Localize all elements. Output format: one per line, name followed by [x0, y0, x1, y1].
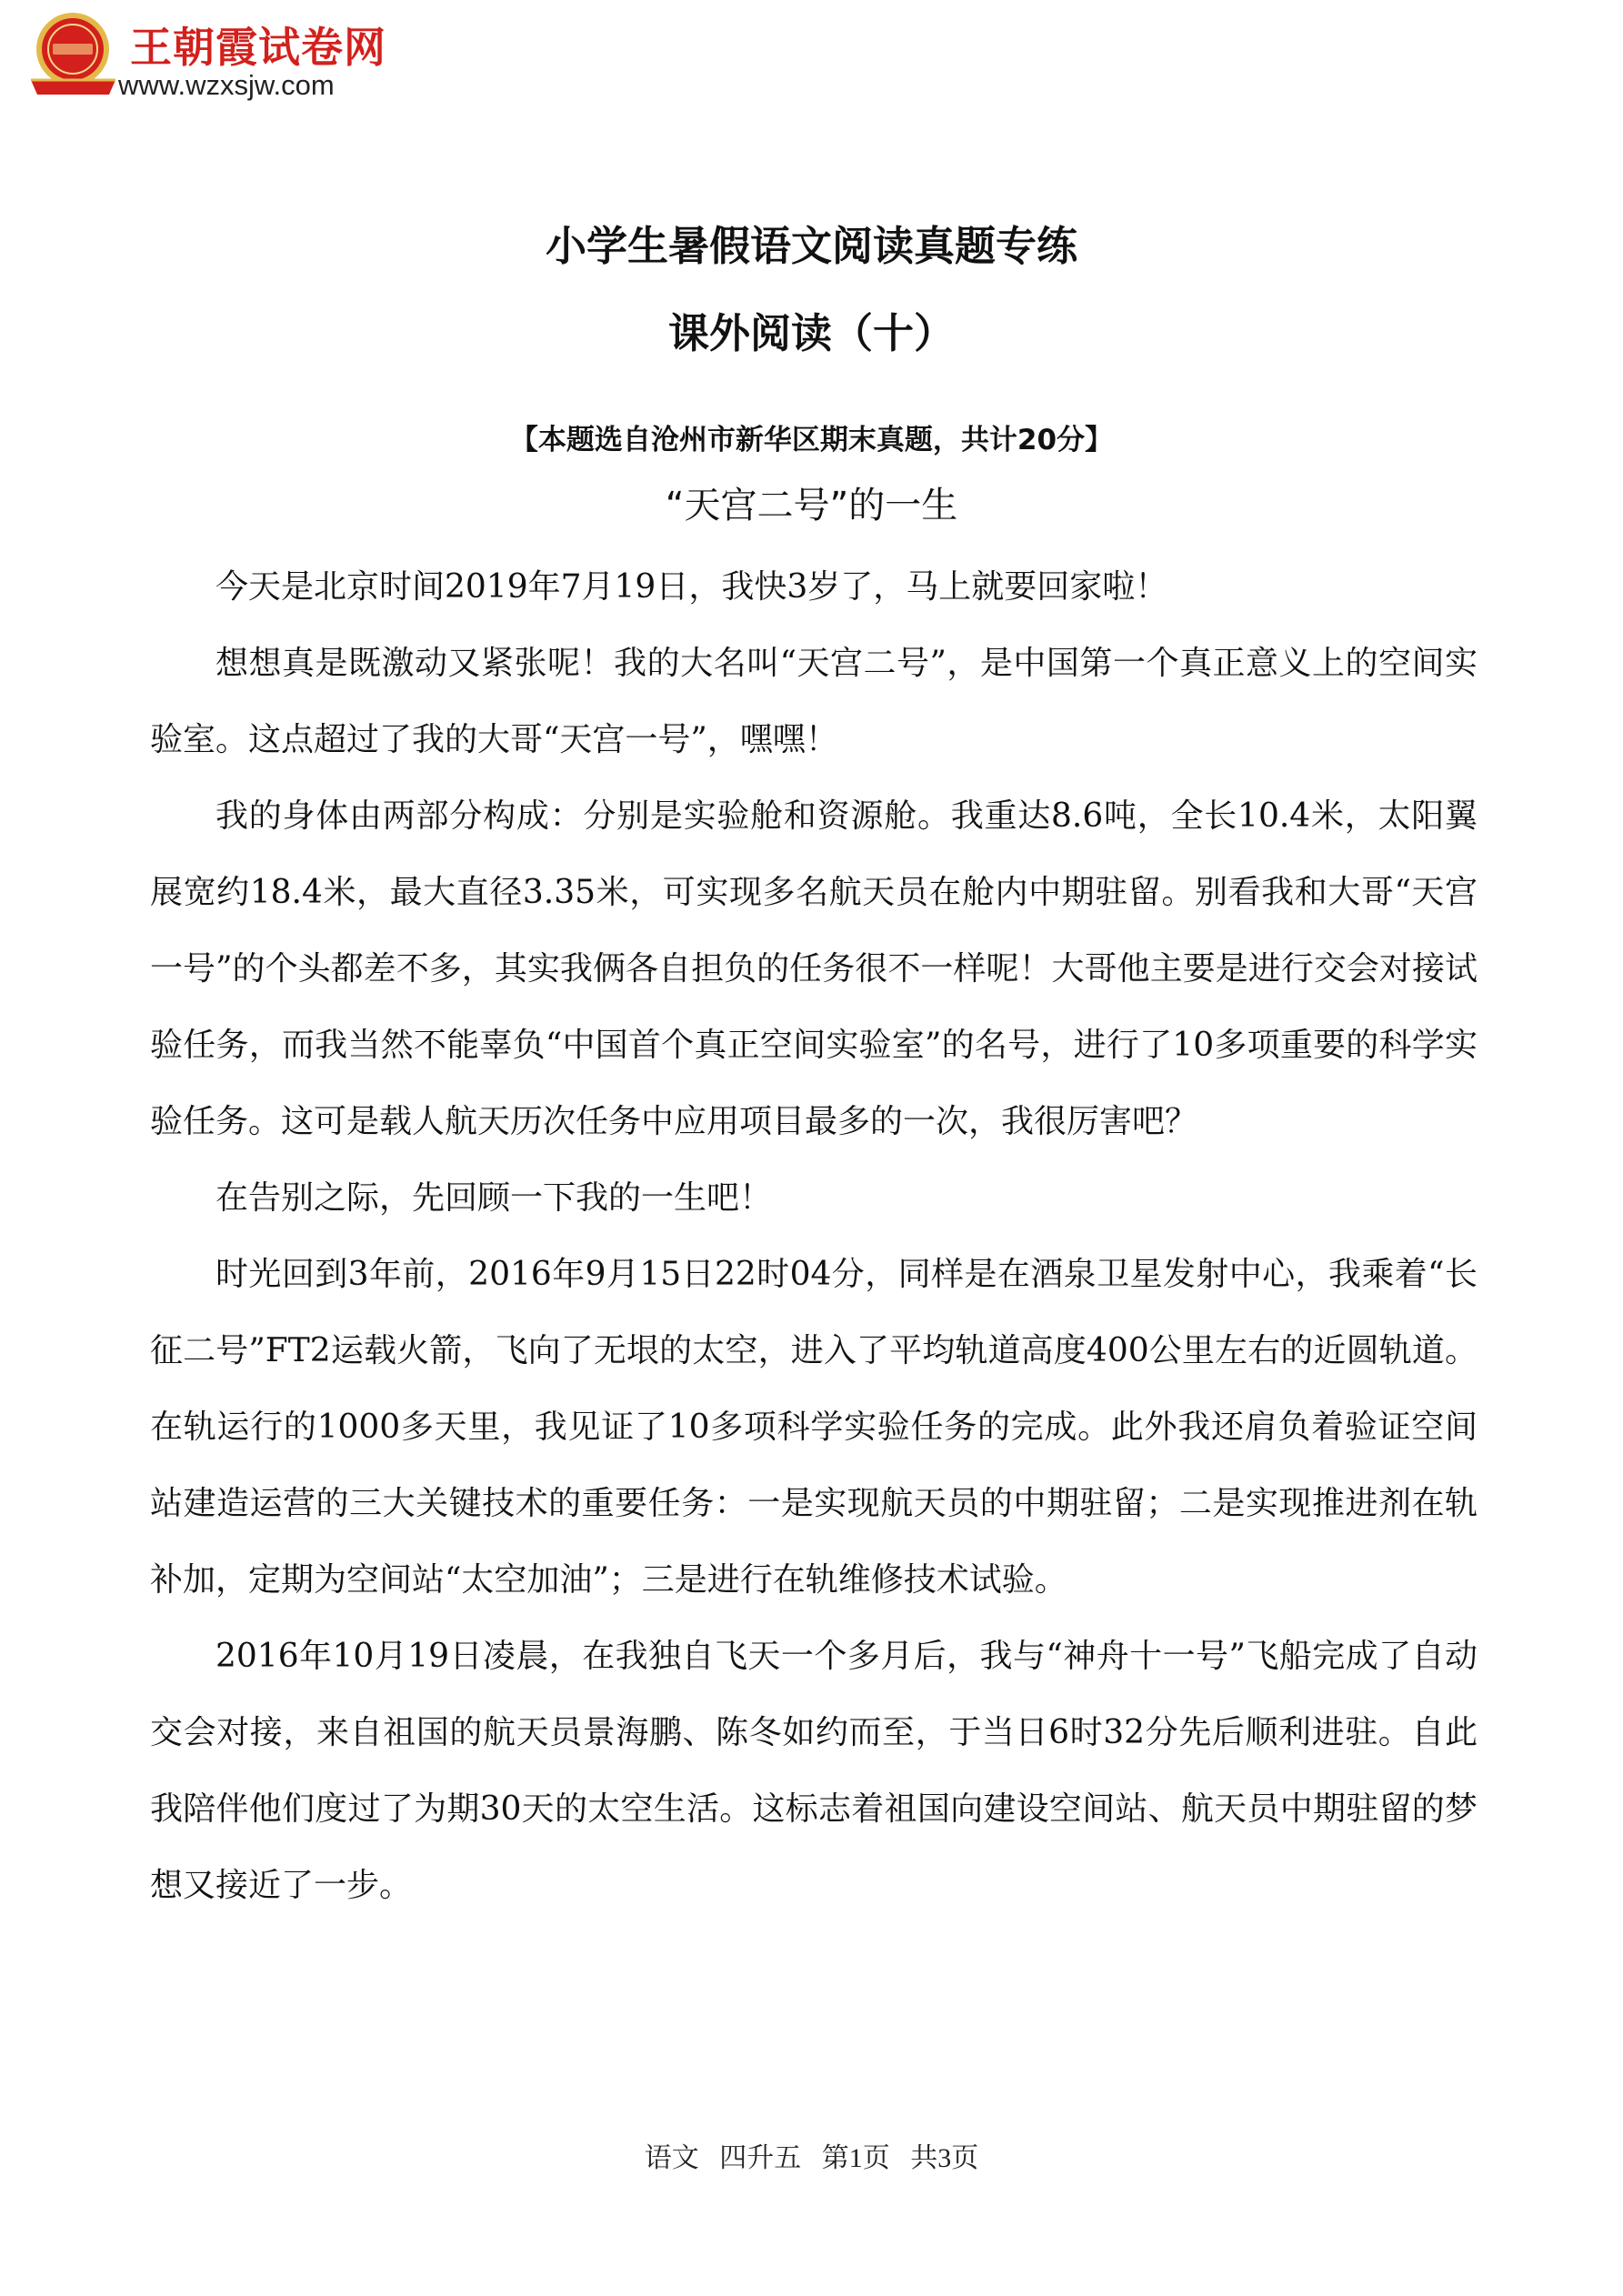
page-subtitle: 课外阅读（十）	[667, 309, 955, 357]
page-title: 小学生暑假语文阅读真题专练	[545, 222, 1077, 270]
paragraph: 在告别之际，先回顾一下我的一生吧！	[215, 1179, 773, 1217]
paragraph: 今天是北京时间2019年7月19日，我快3岁了，马上就要回家啦！	[215, 568, 1168, 606]
site-url[interactable]: www.wzxsjw.com	[118, 69, 335, 101]
paragraph: 我的身体由两部分构成：分别是实验舱和资源舱。我重达8.6吨，全长10.4米，太阳翼展宽约18.4米，最大直径3.35米，可实现多名航天员在舱内中期驻留。别看我和大哥“天宫一号”的个头都差不多，其实我俩各自担负的任务很不一样呢！大哥他主要是进行交会对接试验任务，而我当然不能辜负“中国首个真正空间实验室”的名号，进行了10多项重要的科学实验任务。这可是载人航天历次任务中应用项目最多的一次，我很厉害吧？	[150, 797, 1478, 1140]
article-body	[150, 549, 1478, 1924]
paragraph: 时光回到3年前，2016年9月15日22时04分，同样是在酒泉卫星发射中心，我乘着“长征二号”FT2运载火箭，飞向了无垠的太空，进入了平均轨道高度400公里左右的近圆轨道。在轨运行的1000多天里，我见证了10多项科学实验任务的完成。此外我还肩负着验证空间站建造运营的三大关键技术的重要任务：一是实现航天员的中期驻留；二是实现推进剂在轨补加，定期为空间站“太空加油”；三是进行在轨维修技术试验。	[150, 1256, 1478, 1599]
paragraph: 2016年10月19日凌晨，在我独自飞天一个多月后，我与“神舟十一号”飞船完成了自动交会对接，来自祖国的航天员景海鹏、陈冬如约而至，于当日6时32分先后顺利进驻。自此我陪伴他们度过了为期30天的太空生活。这标志着祖国向建设空间站、航天员中期驻留的梦想又接近了一步。	[150, 1638, 1478, 1904]
question-source: 【本题选自沧州市新华区期末真题，共计20分】	[509, 424, 1114, 456]
paragraph: 想想真是既激动又紧张呢！我的大名叫“天宫二号”，是中国第一个真正意义上的空间实验室。这点超过了我的大哥“天宫一号”，嘿嘿！	[150, 645, 1478, 758]
emblem-icon	[25, 9, 121, 100]
site-name: 王朝霞试卷网	[130, 23, 386, 72]
site-logo	[25, 9, 407, 100]
page-footer: 语文 四升五 第1页 共3页	[644, 2143, 979, 2173]
article-title: “天宫二号”的一生	[665, 485, 958, 526]
